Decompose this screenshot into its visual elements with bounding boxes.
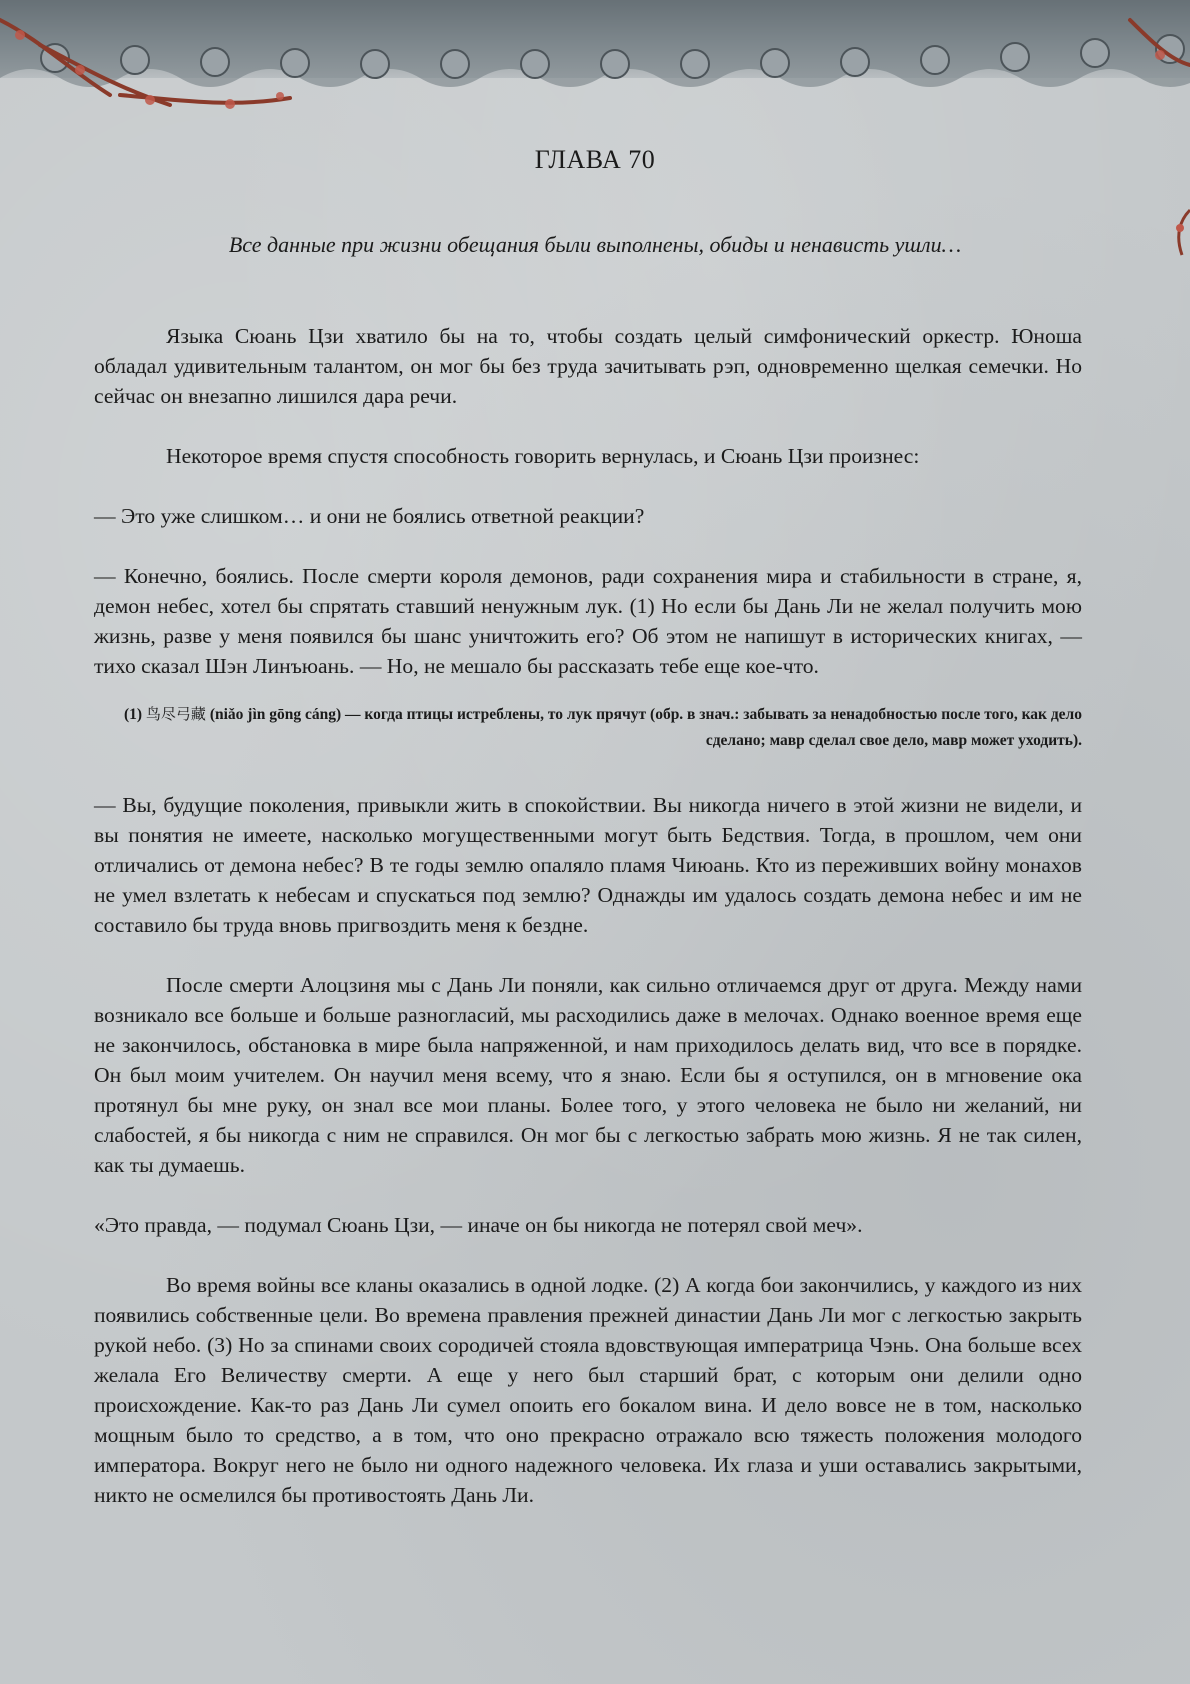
- chapter-title: ГЛАВА 70: [534, 145, 656, 174]
- paragraph: Некоторое время спустя способность говорить вернулась, и Сюань Цзи произнес:: [166, 444, 920, 468]
- roof-tiles-decoration: [0, 0, 1190, 115]
- footnote-text: (niǎo jìn gōng cáng) — когда птицы истреблены, то лук прячут (обр. в знач.: забывать за ненадобностью после того, как дело сделано; мавр сделал свое дело, мавр может уходить).: [209, 706, 1082, 749]
- footnote-marker: (1): [123, 706, 143, 723]
- chapter-epigraph: Все данные при жизни обещания были выполнены, обиды и ненависть ушли…: [228, 232, 962, 257]
- chapter-body: [94, 321, 1082, 1540]
- footnote: [94, 701, 1082, 754]
- paragraph: — Конечно, боялись. После смерти короля демонов, ради сохранения мира и стабильности в стране, я, демон небес, хотел бы спрятать ставший ненужным лук. (1) Но если бы Дань Ли не желал получить мою жизнь, разве у меня появился бы шанс уничтожить его? Об этом не напишут в исторических книгах, — тихо сказал Шэн Линъюань. — Но, не мешало бы рассказать тебе еще кое-что.: [94, 564, 1082, 678]
- paragraph: Языка Сюань Цзи хватило бы на то, чтобы создать целый симфонический оркестр. Юноша обладал удивительным талантом, он мог бы без труда зачитывать рэп, одновременно щелкая семечки. Но сейчас он внезапно лишился дара речи.: [94, 324, 1082, 408]
- paragraph: — Это уже слишком… и они не боялись ответной реакции?: [94, 504, 645, 528]
- paragraph: «Это правда, — подумал Сюань Цзи, — иначе он бы никогда не потерял свой меч».: [94, 1213, 863, 1237]
- paragraph: После смерти Алоцзиня мы с Дань Ли поняли, как сильно отличаемся друг от друга. Между нами возникало все больше и больше разногласий, мы расходились даже в мелочах. Однако военное время еще не закончилось, обстановка в мире была напряженной, и нам приходилось делать вид, что все в порядке. Он был моим учителем. Он научил меня всему, что я знаю. Если бы я оступился, он в мгновение ока протянул бы мне руку, он знал все мои планы. Более того, у этого человека не было ни желаний, ни слабостей, я бы никогда с ним не справился. Он мог бы с легкостью забрать мою жизнь. Я не так силен, как ты думаешь.: [94, 973, 1082, 1177]
- footnote-chinese: 鸟尽弓藏: [145, 705, 206, 723]
- paragraph: Во время войны все кланы оказались в одной лодке. (2) А когда бои закончились, у каждого из них появились собственные цели. Во времена правления прежней династии Дань Ли мог с легкостью закрыть рукой небо. (3) Но за спинами своих сородичей стояла вдовствующая императрица Чэнь. Она больше всех желала Его Величеству смерти. А еще у него был старший брат, с которым они делили одно происхождение. Как-то раз Дань Ли сумел опоить его бокалом вина. И дело вовсе не в том, насколько мощным было то средство, а в том, что оно прекрасно отражало всю тяжесть положения молодого императора. Вокруг него не было ни одного надежного человека. Их глаза и уши оставались закрытыми, никто не осмелился бы противостоять Дань Ли.: [94, 1273, 1082, 1507]
- paragraph: — Вы, будущие поколения, привыкли жить в спокойствии. Вы никогда ничего в этой жизни не видели, и вы понятия не имеете, насколько могущественными могут быть Бедствия. Тогда, в прошлом, чем они отличались от демона небес? В те годы землю опаляло пламя Чиюань. Кто из переживших войну монахов не умел взлетать к небесам и спускаться под землю? Однажды им удалось создать демона небес и им не составило бы труда вновь пригвоздить меня к бездне.: [94, 793, 1082, 937]
